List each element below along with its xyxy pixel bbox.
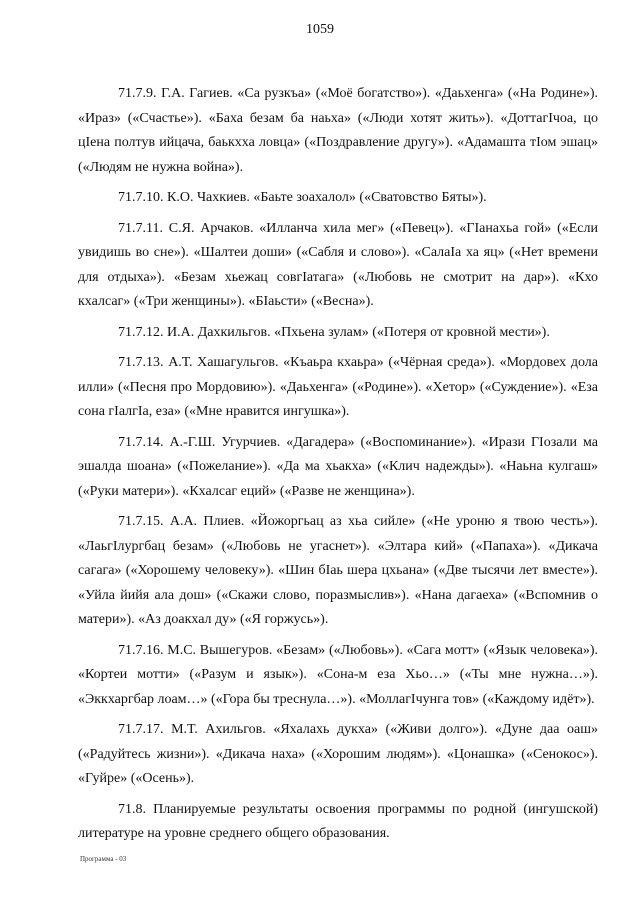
page-number: 1059 (306, 22, 334, 37)
paragraph-71-7-16: 71.7.16. М.С. Вышегуров. «Безам» («Любовь»). «Сага мотт» («Язык человека»). «Кортеи мотти» («Разум и язык»). «Сона-м еза Хьо…» («Ты мне нужна…»). «Эккхаргбар лоам…» («Гора бы треснула…»). «МоллагІчунга тов» («Каждому идёт»). (78, 642, 598, 707)
paragraph-71-7-17: 71.7.17. М.Т. Ахильгов. «Яхалахь дукха» («Живи долго»). «Дуне даа оаш» («Радуйтесь жизни»). «Дикача наха» («Хорошим людям»). «Цонашка» («Сенокос»). «Гуйре» («Осень»). (78, 722, 598, 786)
paragraph-71-7-12: 71.7.12. И.А. Дахкильгов. «Пхьена зулам» («Потеря от кровной мести»). (118, 324, 550, 340)
document-body (78, 82, 598, 847)
paragraph-71-7-13: 71.7.13. А.Т. Хашагульгов. «Къаьра кхаьра» («Чёрная среда»). «Мордовех дола илли» («Песня про Мордовию»). «Даьхенга» («Родине»). «Хетор» («Суждение»). «Еза сона гІалгІа, еза» («Мне нравится ингушка»). (78, 355, 598, 419)
paragraph-71-7-10: 71.7.10. К.О. Чахкиев. «Баьте зоахалол» («Сватовство Бяты»). (118, 190, 487, 205)
paragraph-71-7-11: 71.7.11. С.Я. Арчаков. «Илланча хила мег» («Певец»). «ГІанахьа гой» («Если увидишь во сне»). «Шалтеи доши» («Сабля и слово»). «СалаІа ха яц» («Нет времени для отдыха»). «Безам хьежац совгІатага» («Любовь не смотрит на дар»). «Кхо кхалсаг» («Три женщины»). «БІаьсти» («Весна»). (78, 220, 598, 309)
paragraph-71-7-14: 71.7.14. А.-Г.Ш. Угурчиев. «Дагадера» («Воспоминание»). «Ирази ГІозали ма эшалда шоана» («Пожелание»). «Да ма хьакха» («Клич надежды»). «Наьна кулгаш» («Руки матери»). «Кхалсаг еций» («Разве не женщина»). (78, 434, 598, 499)
paragraph-71-7-9: 71.7.9. Г.А. Гагиев. «Са рузкъа» («Моё богатство»). «Даьхенга» («На Родине»). «Ираз» («Счастье»). «Баха безам ба наьха» («Люди хотят жить»). «ДоттагІчоа, цо цІена полтув ийцача, баькхха ловца» («Поздравление другу»). «Адамашта тІом эшац» («Людям не нужна война»). (78, 86, 598, 175)
paragraph-71-7-15: 71.7.15. А.А. Плиев. «Йожоргьац аз хьа сийле» («Не уроню я твою честь»). «ЛаьгІлургбац безам» («Любовь не угаснет»). «Элтара кий» («Папаха»). «Дикача сагага» («Хорошему человеку»). «Шин бІаь шера цхьана» («Две тысячи лет вместе»). «Уйла йийя ала дош» («Скажи слово, поразмыслив»). «Нана дагаеха» («Вспомнив о матери»). «Аз доакхал ду» («Я горжусь»). (78, 514, 598, 627)
paragraph-71-8: 71.8. Планируемые результаты освоения программы по родной (ингушской) литературе на уровне среднего общего образования. (78, 801, 598, 841)
footer-label: Программа - 03 (80, 855, 127, 863)
